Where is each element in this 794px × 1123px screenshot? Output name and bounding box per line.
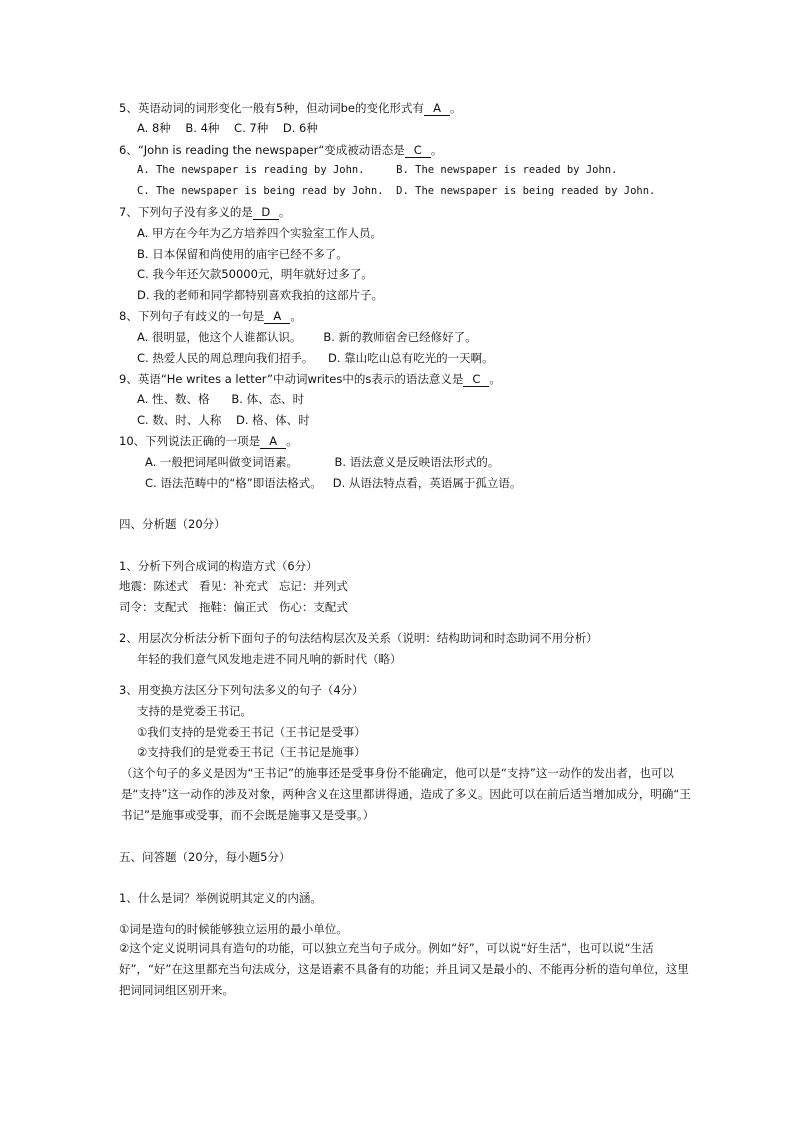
answer-blank: A [424, 102, 450, 116]
section-4-q3-explanation: （这个句子的多义是因为“王书记”的施事还是受事身份不能确定，他可以是“支持”这一动作的发出者，也可以是“支持”这一动作的涉及对象，两种含义在这里都讲得通，造成了多义。因此可以在前后适当增加成分，明确“王书记”是施事或受事，而不会既是施事又是受事。） [121, 766, 691, 822]
question-8-stem: 8、下列句子有歧义的一句是 A 。 [119, 309, 302, 323]
section-4-q1-line2: 司令：支配式 拖鞋：偏正式 伤心：支配式 [119, 600, 348, 614]
section-5-q1-point2: ②这个定义说明词具有造句的功能，可以独立充当句子成分。例如“好”，可以说“好生活”，也可以说“生活好”，“好”在这里都充当句法成分，这是语素不具备有的功能；并且词又是最小的、不能再分析的造句单位，这里把词同词组区别开来。 [119, 941, 689, 997]
question-9-stem: 9、英语“He writes a letter”中动词writes中的s表示的语法意义是 C 。 [119, 372, 501, 386]
question-5-options: A. 8种 B. 4种 C. 7种 D. 6种 [137, 121, 318, 135]
section-4-q2-sentence: 年轻的我们意气风发地走进不同凡响的新时代（略） [137, 652, 402, 666]
section-4-title: 四、分析题（20分） [119, 517, 226, 531]
answer-blank: A [260, 435, 286, 449]
question-7-option-a: A. 甲方在今年为乙方培养四个实验室工作人员。 [137, 226, 382, 240]
question-7-option-d: D. 我的老师和同学都特别喜欢我拍的这部片子。 [137, 288, 384, 302]
question-7-option-c: C. 我今年还欠款50000元，明年就好过多了。 [137, 267, 373, 281]
section-4-q2-title: 2、用层次分析法分析下面句子的句法结构层次及关系（说明：结构助词和时态助词不用分析） [119, 631, 598, 645]
question-5-stem: 5、英语动词的词形变化一般有5种，但动词be的变化形式有 A 。 [119, 101, 462, 115]
question-8-options-ab: A. 很明显，他这个人谁都认识。 B. 新的教师宿舍已经修好了。 [137, 330, 477, 344]
section-5-q1-point1: ①词是造句的时候能够独立运用的最小单位。 [119, 922, 348, 936]
answer-blank: A [264, 310, 290, 324]
question-10-options-cd: C. 语法范畴中的“格”即语法格式。 D. 从语法特点看，英语属于孤立语。 [145, 476, 522, 490]
question-7-stem: 7、下列句子没有多义的是 D 。 [119, 205, 291, 219]
question-10-stem: 10、下列说法正确的一项是 A 。 [119, 434, 298, 448]
section-4-q3-sentence: 支持的是党委王书记。 [137, 704, 252, 718]
question-10-options-ab: A. 一般把词尾叫做变词语素。 B. 语法意义是反映语法形式的。 [145, 455, 500, 469]
section-4-q3-title: 3、用变换方法区分下列句法多义的句子（4分） [119, 683, 364, 697]
question-6-options-cd: C. The newspaper is being read by John. D. The newspaper is being readed by John. [137, 185, 656, 197]
question-6-options-ab: A. The newspaper is reading by John. B. The newspaper is readed by John. [137, 164, 618, 176]
question-9-options-ab: A. 性、数、格 B. 体、态、时 [137, 392, 305, 406]
answer-blank: D [253, 206, 279, 220]
section-4-q1-line1: 地震：陈述式 看见：补充式 忘记：并列式 [119, 579, 348, 593]
section-5-q1-title: 1、什么是词？举例说明其定义的内涵。 [119, 891, 322, 905]
answer-blank: C [463, 373, 489, 387]
question-9-options-cd: C. 数、时、人称 D. 格、体、时 [137, 413, 310, 427]
question-8-options-cd: C. 热爱人民的周总理向我们招手。 D. 靠山吃山总有吃光的一天啊。 [137, 351, 494, 365]
section-5-title: 五、问答题（20分，每小题5分） [119, 850, 291, 864]
answer-blank: C [405, 144, 431, 158]
question-7-option-b: B. 日本保留和尚使用的庙宇已经不多了。 [137, 247, 348, 261]
question-6-stem: 6、“John is reading the newspaper“变成被动语态是 C 。 [119, 143, 443, 157]
section-4-q3-b: ②支持我们的是党委王书记（王书记是施事） [137, 745, 366, 759]
section-4-q1-title: 1、分析下列合成词的构造方式（6分） [119, 559, 318, 573]
section-4-q3-a: ①我们支持的是党委王书记（王书记是受事） [137, 725, 366, 739]
